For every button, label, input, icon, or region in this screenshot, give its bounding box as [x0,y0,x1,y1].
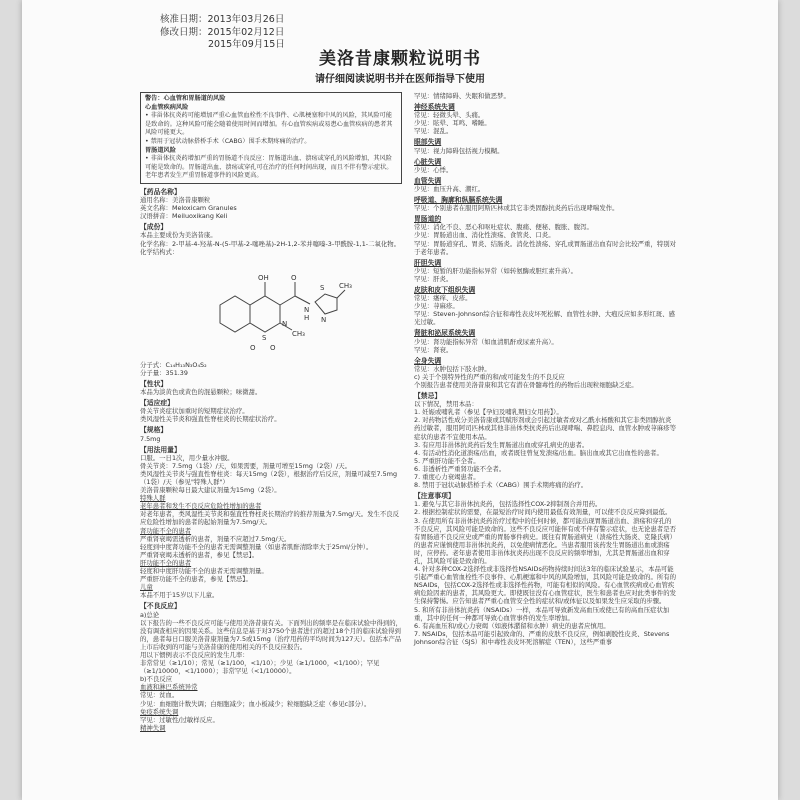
revision-date: 修改日期：2015年02月12日 [160,26,285,38]
section [414,92,676,103]
section-line: 4. 有活动性消化道溃疡/出血，或者既往曾复发溃疡/出血。脑出血或其它出血性的患者。 [414,448,663,457]
section-line: 非常常见（≥1/10）；常见（≥1/100，<1/10）；少见（≥1/1000，<1/100）；罕见（≥1/10000，<1/1000）；非常罕见（<1/10000）。 [140,659,380,676]
section [140,361,402,380]
section-line: 3. 在使用所有非甾体抗炎药治疗过程中的任何时候，都可能出现胃肠道出血、溃疡和穿孔的不良反应，其风险可能是致命的。这些不良反应可能伴有或不伴有警示症状，也无论患者是否有胃肠道不良反应史或严重的胃肠事件病史。既往有胃肠道病史（溃疡性大肠炎、克隆氏病）的患者应谨慎使用非甾体抗炎药，以免使病情恶化。当患者服用该药发生胃肠道出血或溃疡时，应停药。老年患者使用非甾体抗炎药出现不良反应的频率增加，尤其是胃肠道出血和穿孔，其风险可能是致命的。 [414,516,677,565]
svg-text:O: O [270,343,276,352]
svg-text:N: N [304,305,310,314]
section-line: 罕见：胃肠道穿孔、胃炎、结肠炎。消化性溃疡、穿孔或胃肠道出血有时会比较严重，特别对于老年患者。 [414,239,677,256]
section-line: 精神失调 [140,723,166,732]
section [140,446,402,603]
section-line: 英文名称：Meloxicam Granules [140,204,237,213]
section [414,215,676,258]
section-heading: 血管失调 [414,176,442,185]
section-line: 轻度和中度肝功能不全的患者无需调整剂量。 [140,567,268,576]
section-line: 常见：水肿包括下肢水肿。 [414,364,491,373]
section-line: b)不良反应 [140,675,173,684]
section-heading: 【适应症】 [140,399,174,408]
section-line: 罕见：情绪障碍、失眠和做恶梦。 [414,92,510,100]
section-line: 7. NSAIDs，包括本品可能引起致命的、严重的皮肤不良反应，例如剥脱性皮炎、Stevens Johnson综合征（SJS）和中毒性表皮坏死溶解症（TEN），这些严重事 [414,629,670,646]
section-heading: 胃肠道的 [414,215,442,224]
section-line: 常见：消化不良、恶心和呕吐症状、腹痛、便秘、腹胀、腹泻。 [414,223,593,232]
section-line: 常见：轻微头晕、头痛。 [414,111,485,120]
section-line: 口服。一日1次，用少量水冲服。 [140,453,234,462]
section [140,399,402,426]
section-line: 罕见：过敏性/过敏样反应。 [140,715,219,724]
svg-text:O: O [291,273,297,282]
section-line: 2. 根据控制症状的需要，在最短治疗时间内使用最低有效剂量，可以使不良反应降到最低。 [414,508,672,517]
section [414,177,676,196]
section-line: 少见：心悸。 [414,165,453,174]
section-line: 本品不用于15岁以下儿童。 [140,591,219,600]
section-heading: 【禁忌】 [414,392,442,401]
section-line: 类风湿性关节炎和强直性脊柱炎的长期症状治疗。 [140,415,281,424]
warning-title: 警告：心血管和胃肠道的风险 [145,95,226,102]
section [414,158,676,177]
section-line: 少见：短暂的肝功能指标异常（如转氨酶或胆红素升高）。 [414,266,577,275]
svg-text:S: S [320,283,325,292]
section-heading: 【注意事项】 [414,492,455,501]
section-line: 用以下惯例表示不良反应的发生几率： [140,650,249,659]
section-line: 分子量：351.39 [140,368,188,377]
section-line: 罕见：视力障碍包括视力模糊。 [414,146,504,155]
section-line: 化学结构式： [140,247,179,256]
section-line: 老年患者和发生不良反应危险性增加的患者 [140,502,262,511]
section-heading: 【用法用量】 [140,445,181,454]
section [414,196,676,215]
section-line: 6. 有高血压和/或心力衰竭（如液体潴留和水肿）病史的患者应慎用。 [414,621,610,630]
warning-line: • 禁用于冠状动脉搭桥手术（CABG）围手术期疼痛的治疗。 [145,137,311,145]
section-heading: 肝胆失调 [414,258,442,267]
section-line: 类风湿性关节炎与强直性脊柱炎：每天15mg（2袋），根据治疗后反应，剂量可减至7.5mg（1袋）/天（参见"特殊人群"） [140,469,398,486]
document-subtitle: 请仔细阅读说明书并在医师指导下使用 [315,74,485,85]
section-heading: 【性状】 [140,379,168,388]
section-line: 骨关节炎症状加重时的短期症状治疗。 [140,407,249,416]
section-line: 免疫系统失调 [140,707,179,716]
section-line: 常见：瘙痒、皮疹。 [414,294,472,303]
section-line: 肝功能不全的患者 [140,558,192,567]
right-column [414,92,676,798]
svg-text:N: N [282,319,288,328]
section-line: 1. 避免与其它非甾体抗炎药，包括选择性COX-2抑制剂合并用药。 [414,500,602,509]
svg-text:CH₃: CH₃ [292,329,305,338]
section-line: 5. 和所有非甾体抗炎药（NSAIDs）一样，本品可导致新发高血压或使已有的高血压症状加重，其中的任何一种都可导致心血管事件的发生率增加。 [414,605,670,622]
section-line: 6. 非透析性严重肾功能不全者。 [414,464,506,473]
section-line: 少见：胃肠道出血、消化性溃疡、食管炎、口炎。 [414,231,555,240]
section-line: 罕见：肾衰。 [414,345,453,354]
section-heading: 皮肤和皮下组织失调 [414,285,476,294]
section-line: 少见：眩晕、耳鸣、嗜睡。 [414,119,491,128]
section-line: 1. 妊娠或哺乳者（参见【孕妇及哺乳期妇女用药】）。 [414,408,563,417]
section-line: 骨关节炎：7.5mg（1袋）/天，如果需要，剂量可增至15mg（2袋）/天。 [140,461,352,470]
section-line: 少见：荨麻疹。 [414,302,459,311]
section-line: 严重肾衰竭未透析的患者，参见【禁忌】。 [140,550,259,559]
section-line: 5. 严重肝功能不全者。 [414,456,480,465]
section-line: 4. 针对多种COX-2选择性或非选择性NSAIDs药物持续时间达3年的临床试验显示，本品可能引起严重心血管血栓性不良事件、心肌梗塞和中风的风险增加，其风险可能是致命的。所有的NSAIDs，包括COX-2选择性或非选择性药物，可能有相似的风险。有心血管疾病或心血管疾病危险因素的患者，其风险更大。即使既往没有心血管症状，医生和患者也应对此类事件的发生保持警惕。应告知患者严重心血管安全性的症状和/或体征以及如果发生应采取的步骤。 [414,565,677,606]
section-line: 少见：肾功能指标异常（如血清肌酐或尿素升高）。 [414,337,558,346]
section-heading: 【成份】 [140,223,168,232]
svg-text:H: H [304,313,310,322]
warning-line: • 非甾体抗炎药可能增加严重心血管血栓性不良事件、心肌梗塞和中风的风险，其风险可能是致命的。这种风险可能会随着使用时间而增加。有心血管疾病或易患心血管疾病的患者其风险可能更大。 [145,112,393,137]
section-heading: 【规格】 [140,426,168,435]
section-heading: 呼吸道、胸廓和纵膈系统失调 [414,196,503,205]
section-line: 罕见：混乱。 [414,127,453,136]
section-line: 罕见：个别患者在服用阿斯匹林或其它非类固醇抗炎药后出现哮喘发作。 [414,204,619,213]
section-line: 7.5mg [140,434,161,443]
section-line: 少见：血压升高、潮红。 [414,184,485,193]
section-line: 7. 重度心力衰竭患者。 [414,473,480,482]
svg-text:N: N [321,315,327,324]
section-line: 血液和淋巴系统异常 [140,683,198,692]
section-line: 以下报告的一些不良反应可能与使用美洛昔康有关。下面列出的频率是在临床试验中得到的，没有调查相应的因果关系。这些信息是基于对3750个患者进行的超过18个月的临床试验得到的，患者每日口服美洛昔康剂量为7.5或15mg（治疗用药的平均时间为127天）。包括本产品上市后收到的可能与美洛昔康的使用相关的不良反应报告。 [140,618,403,651]
section-heading: 心脏失调 [414,157,442,166]
section-line: 罕见：Steven-Johnson综合征和毒性表皮坏死松解、血管性水肿、大疱反应如多形红斑、感光过敏。 [414,310,675,327]
section-line: 汉语拼音：Meiluoxikang Keli [140,212,228,221]
section-line: 常见：贫血。 [140,691,179,700]
section [414,329,676,356]
chemical-structure-image [200,260,350,352]
section-line: 分子式：C₁₄H₁₃N₃O₄S₂ [140,360,207,369]
section-line: 以下情况，禁用本品： [414,400,478,409]
warning-line: 胃肠道风险 [145,146,176,154]
section-line: 3. 有应用非甾体抗炎药后发生胃肠道出血或穿孔病史的患者。 [414,440,589,449]
section [414,103,676,138]
left-sections [140,188,402,735]
section [414,392,676,492]
revision-date-2: 2015年09月15日 [208,39,285,51]
section [414,259,676,286]
section-line: 本品主要成份为美洛昔康。 [140,231,217,240]
section [140,188,402,223]
svg-text:S: S [262,333,267,342]
section-heading: 眼部失调 [414,138,442,147]
section-line: 罕见：肝炎。 [414,274,453,283]
instruction-sheet [22,0,778,800]
section [140,380,402,399]
svg-text:O: O [250,343,256,352]
section-line: 本品为淡黄色或黄色的混悬颗粒；味微甜。 [140,388,262,397]
section-line: 个别报告患者使用美洛昔康和其它有潜在骨髓毒性的药物后出现粒细胞缺乏症。 [414,381,638,389]
section-heading: 神经系统失调 [414,103,455,112]
section-line: 对老年患者，类风湿性关节炎和强直性脊柱炎长期治疗的推荐剂量为7.5mg/天。发生不良反应危险性增加的患者的起始剂量为7.5mg/天。 [140,510,400,527]
section-line: 化学名称：2-甲基-4-羟基-N-(5-甲基-2-噻唑基)-2H-1,2-苯并噻嗪-3-甲酰胺-1,1-二氧化物。 [140,239,401,248]
section-heading: 【不良反应】 [140,602,181,611]
section-line: 轻度到中度肾功能不全的患者无需调整剂量（如患者肌酐清除率大于25ml/分钟）。 [140,542,373,551]
section-heading: 【药品名称】 [140,187,181,196]
left-column [140,92,402,798]
section-line: 2. 对药物活性成分美洛昔康或其赋形剂或会引起过敏者或对乙酰水杨酸和其它非类固醇抗炎药过敏者，服用阿司匹林或其他非甾体类抗炎药后出现哮喘、鼻腔息肉、血管水肿或荨麻疹等症状的患者不宜使用本品。 [414,416,677,441]
section-line: 严重肾衰竭需透析的患者，剂量不应超过7.5mg/天。 [140,534,291,543]
approval-date: 核准日期：2013年03月26日 [160,14,285,25]
document-title: 美洛昔康颗粒说明书 [319,49,481,69]
section-line: 通用名称：美洛昔康颗粒 [140,196,211,205]
section-line: c) 关于个别特异性的严重的和/或可能发生的不良反应 [414,372,565,381]
section [414,492,676,649]
section-line: 少见：血细胞计数失调；白细胞减少；血小板减少；粒细胞缺乏症（参见c部分）。 [140,699,371,708]
right-sections [414,92,676,649]
section-line: 肾功能不全的患者 [140,526,192,535]
section-line: 美洛昔康颗粒每日最大建议剂量为15mg（2袋）。 [140,486,281,495]
warning-line: 心血管疾病风险 [145,103,189,111]
section [140,602,402,735]
section-line: a)总论 [140,610,160,619]
section-heading: 全身失调 [414,356,442,365]
section [414,138,676,157]
section [414,357,676,392]
warning-box [140,92,402,184]
section [140,223,402,360]
warning-line: • 非甾体抗炎药增加严重的胃肠道不良反应：胃肠道出血、溃疡或穿孔的风险增加，其风险可能是致命的。胃肠道出血、溃疡或穿孔可在治疗的任何时间出现，而且不伴有警示症状。老年患者发生严重胃肠道事件的风险更高。 [145,155,393,180]
section-line: 8. 禁用于冠状动脉搭桥手术（CABG）围手术期疼痛的治疗。 [414,481,588,490]
section-heading: 肾脏和泌尿系统失调 [414,329,476,338]
section [140,426,402,445]
section-line: 儿童 [140,583,153,592]
section-line: 严重肝功能不全的患者，参见【禁忌】。 [140,575,252,584]
svg-text:CH₃: CH₃ [339,281,352,290]
svg-text:OH: OH [258,273,269,282]
section-line: 特殊人群 [140,494,166,503]
section [414,286,676,329]
